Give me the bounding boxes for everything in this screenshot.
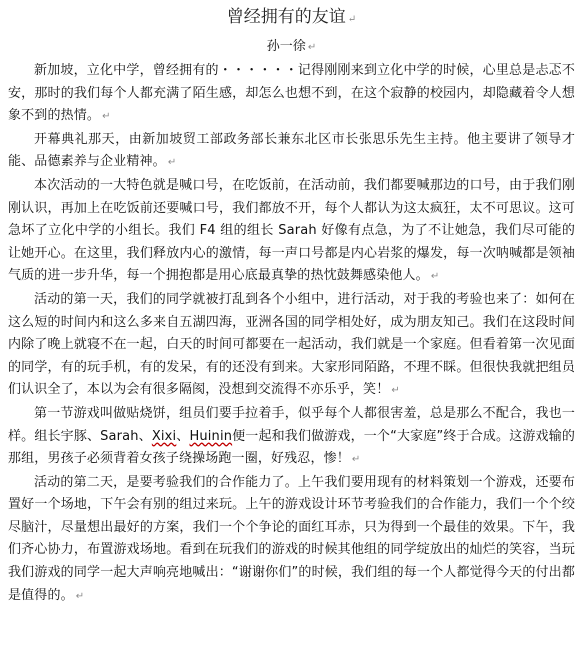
paragraph-mark-icon: ↵ bbox=[347, 14, 357, 25]
paragraph-mark-icon: ↵ bbox=[102, 111, 111, 123]
paragraph-text: 、 bbox=[176, 428, 190, 444]
paragraph-text: 本次活动的一大特色就是喊口号，在吃饭前，在活动前，我们都要喊那边的口号，由于我们刚刚认识，再加上在吃饭前还要喊口号，我们都放不开，每个人都认为这太疯狂，太不可思议。这可急坏了立化中学的小组长。我们 F4 组的组长 Sarah 好像有点急，为了不让她急，我们尽可能的让她开心。在这里，我们释放内心的激情，每一声口号都是内心岩浆的爆发，每一次呐喊都是领袖气质的进一步升华，每一个拥抱都是用心底最真挚的热忱鼓舞感染他人。 bbox=[8, 177, 575, 284]
paragraph-mark-icon: ↵ bbox=[167, 157, 177, 169]
document-body bbox=[8, 60, 575, 608]
spellcheck-flagged-word: Xixi bbox=[151, 428, 177, 444]
paragraph-mark-icon: ↵ bbox=[307, 42, 317, 53]
body-paragraph bbox=[8, 175, 575, 289]
paragraph-text: 新加坡，立化中学，曾经拥有的・・・・・・记得刚刚来到立化中学的时候，心里总是忐忑不安，那时的我们每个人都充满了陌生感，却怎么也想不到，在这个寂静的校园内，却隐藏着令人想象不到的热情。 bbox=[8, 63, 575, 124]
author-name: 孙一徐 ↵ bbox=[266, 39, 317, 54]
paragraph-mark-icon: ↵ bbox=[391, 385, 400, 397]
paragraph-text: 第一节游戏叫做贴烧饼，组员们要手拉着手，似乎每个人都很害羞，总是那么不配合，我也一样。组长宇豚、Sarah、 bbox=[8, 405, 575, 444]
body-paragraph bbox=[8, 60, 575, 129]
body-paragraph bbox=[8, 472, 575, 609]
body-paragraph bbox=[8, 289, 575, 403]
paragraph-text: 便一起和我们做游戏，一个“大家庭”终于合成。这游戏输的那组，男孩子必须背着女孩子绕操场跑一圈，好残忍，惨！ bbox=[8, 428, 576, 467]
paragraph-mark-icon: ↵ bbox=[351, 454, 361, 466]
body-paragraph bbox=[8, 129, 575, 175]
document-title: 曾经拥有的友谊 ↵ bbox=[226, 7, 357, 27]
paragraph-text: 活动的第二天，是要考验我们的合作能力了。上午我们要用现有的材料策划一个游戏，还要布置好一个场地，下午会有别的组过来玩。上午的游戏设计环节考验我们的合作能力，我们一个个绞尽脑汁，尽量想出最好的方案，我们一个个争论的面红耳赤，只为得到一个最佳的效果。下午，我们齐心协力，布置游戏场地。看到在玩我们的游戏的时候其他组的同学绽放出的灿烂的笑容，当玩我们游戏的同学一起大声响亮地喊出：“谢谢你们”的时候，我们组的每一个人都觉得今天的付出都是值得的。 bbox=[8, 474, 575, 603]
paragraph-mark-icon: ↵ bbox=[430, 271, 440, 283]
paragraph-text: 开幕典礼那天，由新加坡贸工部政务部长兼东北区市长张思乐先生主持。他主要讲了领导才能、品德素养与企业精神。 bbox=[8, 131, 575, 170]
body-paragraph bbox=[8, 403, 575, 472]
paragraph-mark-icon: ↵ bbox=[75, 590, 85, 602]
paragraph-text: 活动的第一天，我们的同学就被打乱到各个小组中，进行活动，对于我的考验也来了：如何在这么短的时间内和这么多来自五湖四海，亚洲各国的同学相处好，成为朋友知己。我们在这段时间内除了晚上就寝不在一起，白天的时间可都要在一起活动，我们就是一个家庭。但看着第一次见面的同学，有的玩手机，有的发呆，有的还没有到来。大家形同陌路，不理不睬。但很快我就把组员们认识全了，本以为会有很多隔阂，没想到交流得不亦乐乎，笑！ bbox=[8, 291, 575, 398]
spellcheck-flagged-word: Huinin bbox=[189, 428, 233, 444]
